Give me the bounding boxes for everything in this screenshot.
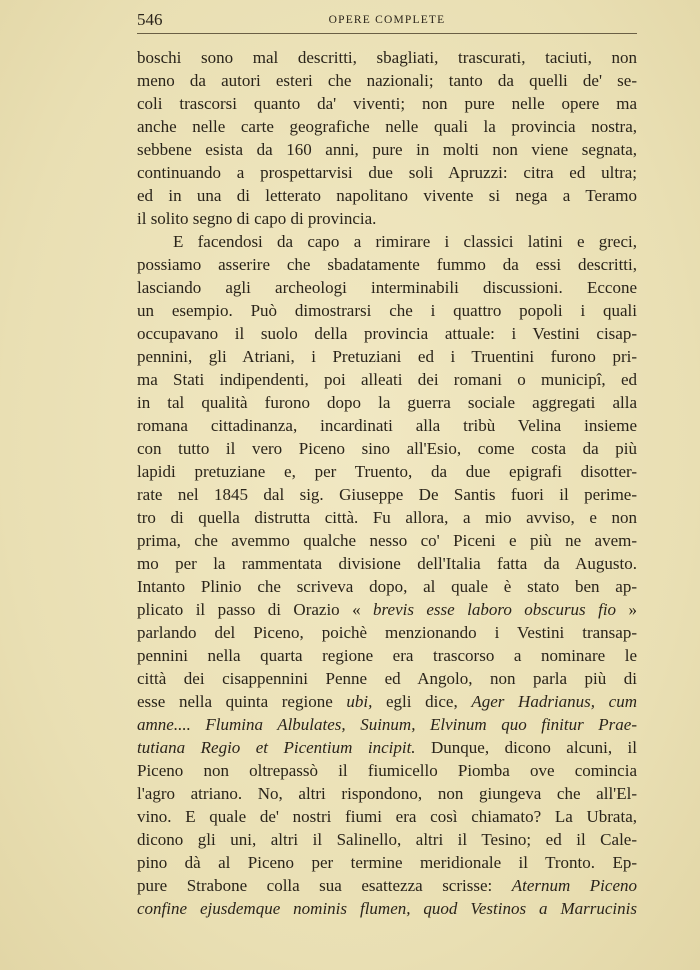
text-line	[137, 483, 637, 506]
text-line	[137, 414, 637, 437]
text-run: pino dà al Piceno per termine meridionale il Tronto. Ep-	[137, 853, 637, 872]
text-line	[137, 437, 637, 460]
text-run: ed in una di letterato napolitano vivente si nega a Teramo	[137, 186, 637, 205]
text-line	[137, 69, 637, 92]
text-run: lasciando agli archeologi interminabili discussioni. Eccone	[137, 278, 637, 297]
text-run: coli trascorsi quanto da' viventi; non pure nelle opere ma	[137, 94, 637, 113]
text-run: Intanto Plinio che scriveva dopo, al quale è stato ben ap-	[137, 577, 637, 596]
text-run: sebbene esista da 160 anni, pure in molti non viene segnata,	[137, 140, 637, 159]
text-line	[137, 506, 637, 529]
text-line	[137, 322, 637, 345]
text-line	[137, 299, 637, 322]
text-line	[137, 897, 637, 920]
text-line	[137, 184, 637, 207]
text-line	[137, 46, 637, 69]
header-rule	[137, 33, 637, 34]
text-run: prima, che avemmo qualche nesso co' Piceni e più ne avem-	[137, 531, 637, 550]
text-run: lapidi pretuziane e, per Truento, da due epigrafi disotter-	[137, 462, 637, 481]
text-line	[137, 713, 637, 736]
text-line	[137, 345, 637, 368]
text-line	[137, 736, 637, 759]
text-run: occupavano il suolo della provincia attuale: i Vestini cisap-	[137, 324, 637, 343]
text-line	[137, 552, 637, 575]
italic-phrase: Ager Hadrianus, cum	[471, 692, 637, 711]
text-line	[137, 230, 637, 253]
italic-phrase: brevis esse laboro obscurus fio	[373, 600, 617, 619]
text-run: vino. E quale de' nostri fiumi era così chiamato? La Ubrata,	[137, 807, 637, 826]
text-run: »	[616, 600, 637, 619]
text-run: Piceno non oltrepassò il fiumicello Piomba ove comincia	[137, 761, 637, 780]
text-run: boschi sono mal descritti, sbagliati, trascurati, taciuti, non	[137, 48, 637, 67]
text-run: continuando a prospettarvisi due soli Apruzzi: citra ed ultra;	[137, 163, 637, 182]
text-line	[137, 667, 637, 690]
text-run: plicato il passo di Orazio «	[137, 600, 374, 619]
text-line	[137, 759, 637, 782]
text-run: tro di quella distrutta città. Fu allora, a mio avviso, e non	[137, 508, 637, 527]
text-line	[137, 368, 637, 391]
text-line	[137, 138, 637, 161]
page-number: 546	[137, 10, 163, 29]
text-line	[137, 805, 637, 828]
text-run: con tutto il vero Piceno sino all'Esio, come costa da più	[137, 439, 637, 458]
text-run: Dunque, dicono alcuni, il	[415, 738, 637, 757]
italic-phrase: confine ejusdemque nominis flumen, quod Vestinos a Marrucinis	[137, 899, 637, 918]
text-run: anche nelle carte geografiche nelle quali la provincia nostra,	[137, 117, 637, 136]
text-run: pennini nella quarta regione era trascorso a nominare le	[137, 646, 637, 665]
text-line	[137, 621, 637, 644]
text-line	[137, 115, 637, 138]
text-run: dicono gli uni, altri il Salinello, altri il Tesino; ed il Cale-	[137, 830, 637, 849]
text-line	[137, 207, 637, 230]
text-run: romana cittadinanza, incardinati alla tribù Velina insieme	[137, 416, 637, 435]
text-line	[137, 276, 637, 299]
text-run: meno da autori esteri che nazionali; tanto da quelli de' se-	[137, 71, 637, 90]
text-line	[137, 690, 637, 713]
text-line	[137, 851, 637, 874]
text-line	[137, 92, 637, 115]
text-line	[137, 782, 637, 805]
text-line	[137, 253, 637, 276]
text-line	[137, 529, 637, 552]
text-run: l'agro atriano. No, altri rispondono, non giungeva che all'El-	[137, 784, 637, 803]
text-run: il solito segno di capo di provincia.	[137, 209, 377, 228]
text-run: parlando del Piceno, poichè menzionando i Vestini transap-	[137, 623, 637, 642]
italic-phrase: ubi,	[346, 692, 373, 711]
text-run: un esempio. Può dimostrarsi che i quattro popoli i quali	[137, 301, 637, 320]
text-run: città dei cisappennini Penne ed Angolo, non parla più di	[137, 669, 637, 688]
text-run: rate nel 1845 dal sig. Giuseppe De Santis fuori il perime-	[137, 485, 637, 504]
text-line	[137, 828, 637, 851]
text-line	[137, 391, 637, 414]
text-line	[137, 161, 637, 184]
body-text	[137, 46, 637, 920]
text-line	[137, 575, 637, 598]
text-line	[137, 644, 637, 667]
italic-phrase: tutiana Regio et Picentium incipit.	[137, 738, 416, 757]
text-run: mo per la rammentata divisione dell'Italia fatta da Augusto.	[137, 554, 637, 573]
text-run: in tal qualità furono dopo la guerra sociale aggregati alla	[137, 393, 637, 412]
text-line	[137, 460, 637, 483]
running-title: OPERE COMPLETE	[328, 14, 446, 26]
italic-phrase: amne.... Flumina Albulates, Suinum, Elvinum quo finitur Prae-	[137, 715, 637, 734]
text-line	[137, 874, 637, 897]
text-run: possiamo asserire che sbadatamente fummo da essi descritti,	[137, 255, 637, 274]
text-line	[137, 598, 637, 621]
text-run: pure Strabone colla sua esattezza scrisse:	[137, 876, 512, 895]
text-run: E facendosi da capo a rimirare i classici latini e greci,	[173, 232, 637, 251]
page-header	[137, 8, 637, 32]
text-run: esse nella quinta regione	[137, 692, 347, 711]
italic-phrase: Aternum Piceno	[511, 876, 637, 895]
text-run: pennini, gli Atriani, i Pretuziani ed i Truentini furono pri-	[137, 347, 637, 366]
text-run: ma Stati indipendenti, poi alleati dei romani o municipî, ed	[137, 370, 637, 389]
text-run: egli dice,	[372, 692, 472, 711]
